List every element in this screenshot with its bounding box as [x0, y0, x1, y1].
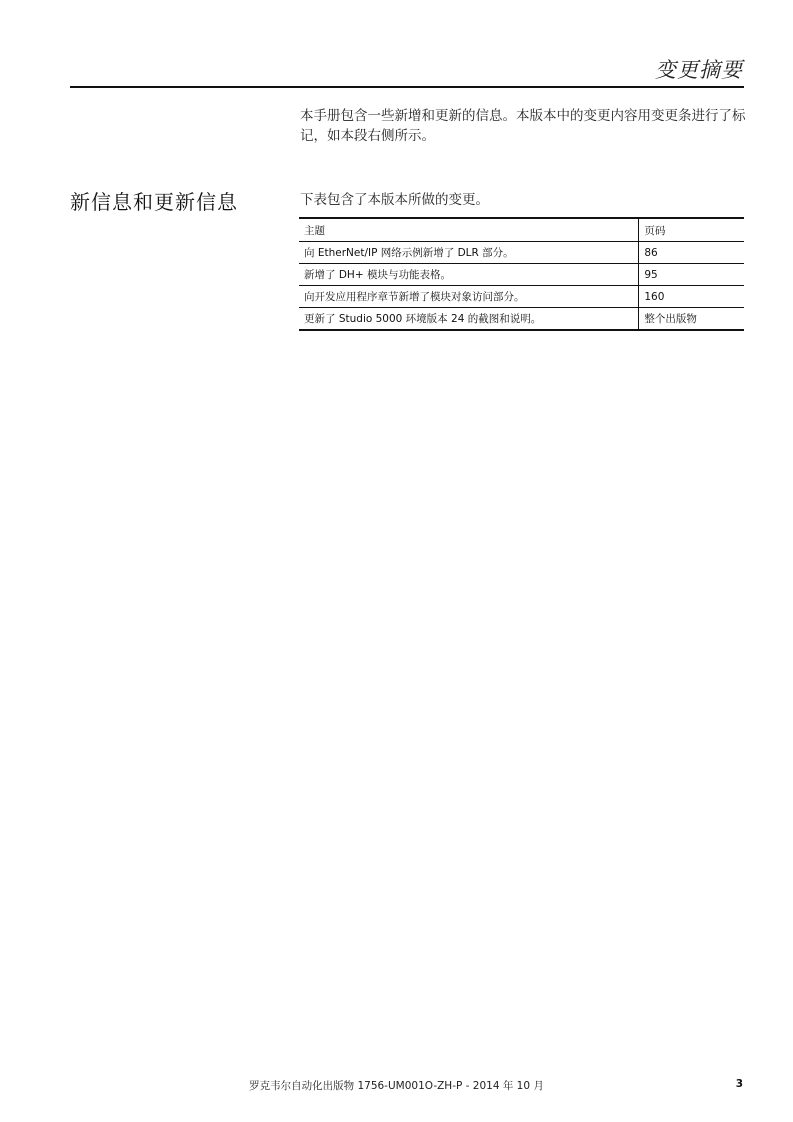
- row-topic: 更新了 Studio 5000 环境版本 24 的截图和说明。: [299, 308, 639, 331]
- section-heading: 新信息和更新信息: [70, 190, 238, 214]
- row-page: 95: [639, 264, 744, 286]
- column-header-page: 页码: [639, 218, 744, 242]
- row-page: 整个出版物: [639, 308, 744, 331]
- table-row: [299, 264, 744, 286]
- intro-paragraph: 本手册包含一些新增和更新的信息。本版本中的变更内容用变更条进行了标记，如本段右侧所示。: [300, 108, 746, 144]
- page-header-title: 变更摘要: [655, 58, 743, 82]
- changes-table: [299, 217, 744, 331]
- row-page: 86: [639, 242, 744, 264]
- column-header-topic: 主题: [299, 218, 639, 242]
- row-page: 160: [639, 286, 744, 308]
- row-topic: 向 EtherNet/IP 网络示例新增了 DLR 部分。: [299, 242, 639, 264]
- table-row: [299, 242, 744, 264]
- table-row: [299, 308, 744, 331]
- row-topic: 向开发应用程序章节新增了模块对象访问部分。: [299, 286, 639, 308]
- table-row: [299, 286, 744, 308]
- table-intro-text: 下表包含了本版本所做的变更。: [300, 192, 489, 208]
- header-rule: [70, 86, 744, 88]
- footer-publication: 罗克韦尔自动化出版物 1756-UM001O-ZH-P - 2014 年 10 月: [249, 1080, 544, 1092]
- page-number: 3: [735, 1078, 743, 1090]
- table-header-row: [299, 218, 744, 242]
- row-topic: 新增了 DH+ 模块与功能表格。: [299, 264, 639, 286]
